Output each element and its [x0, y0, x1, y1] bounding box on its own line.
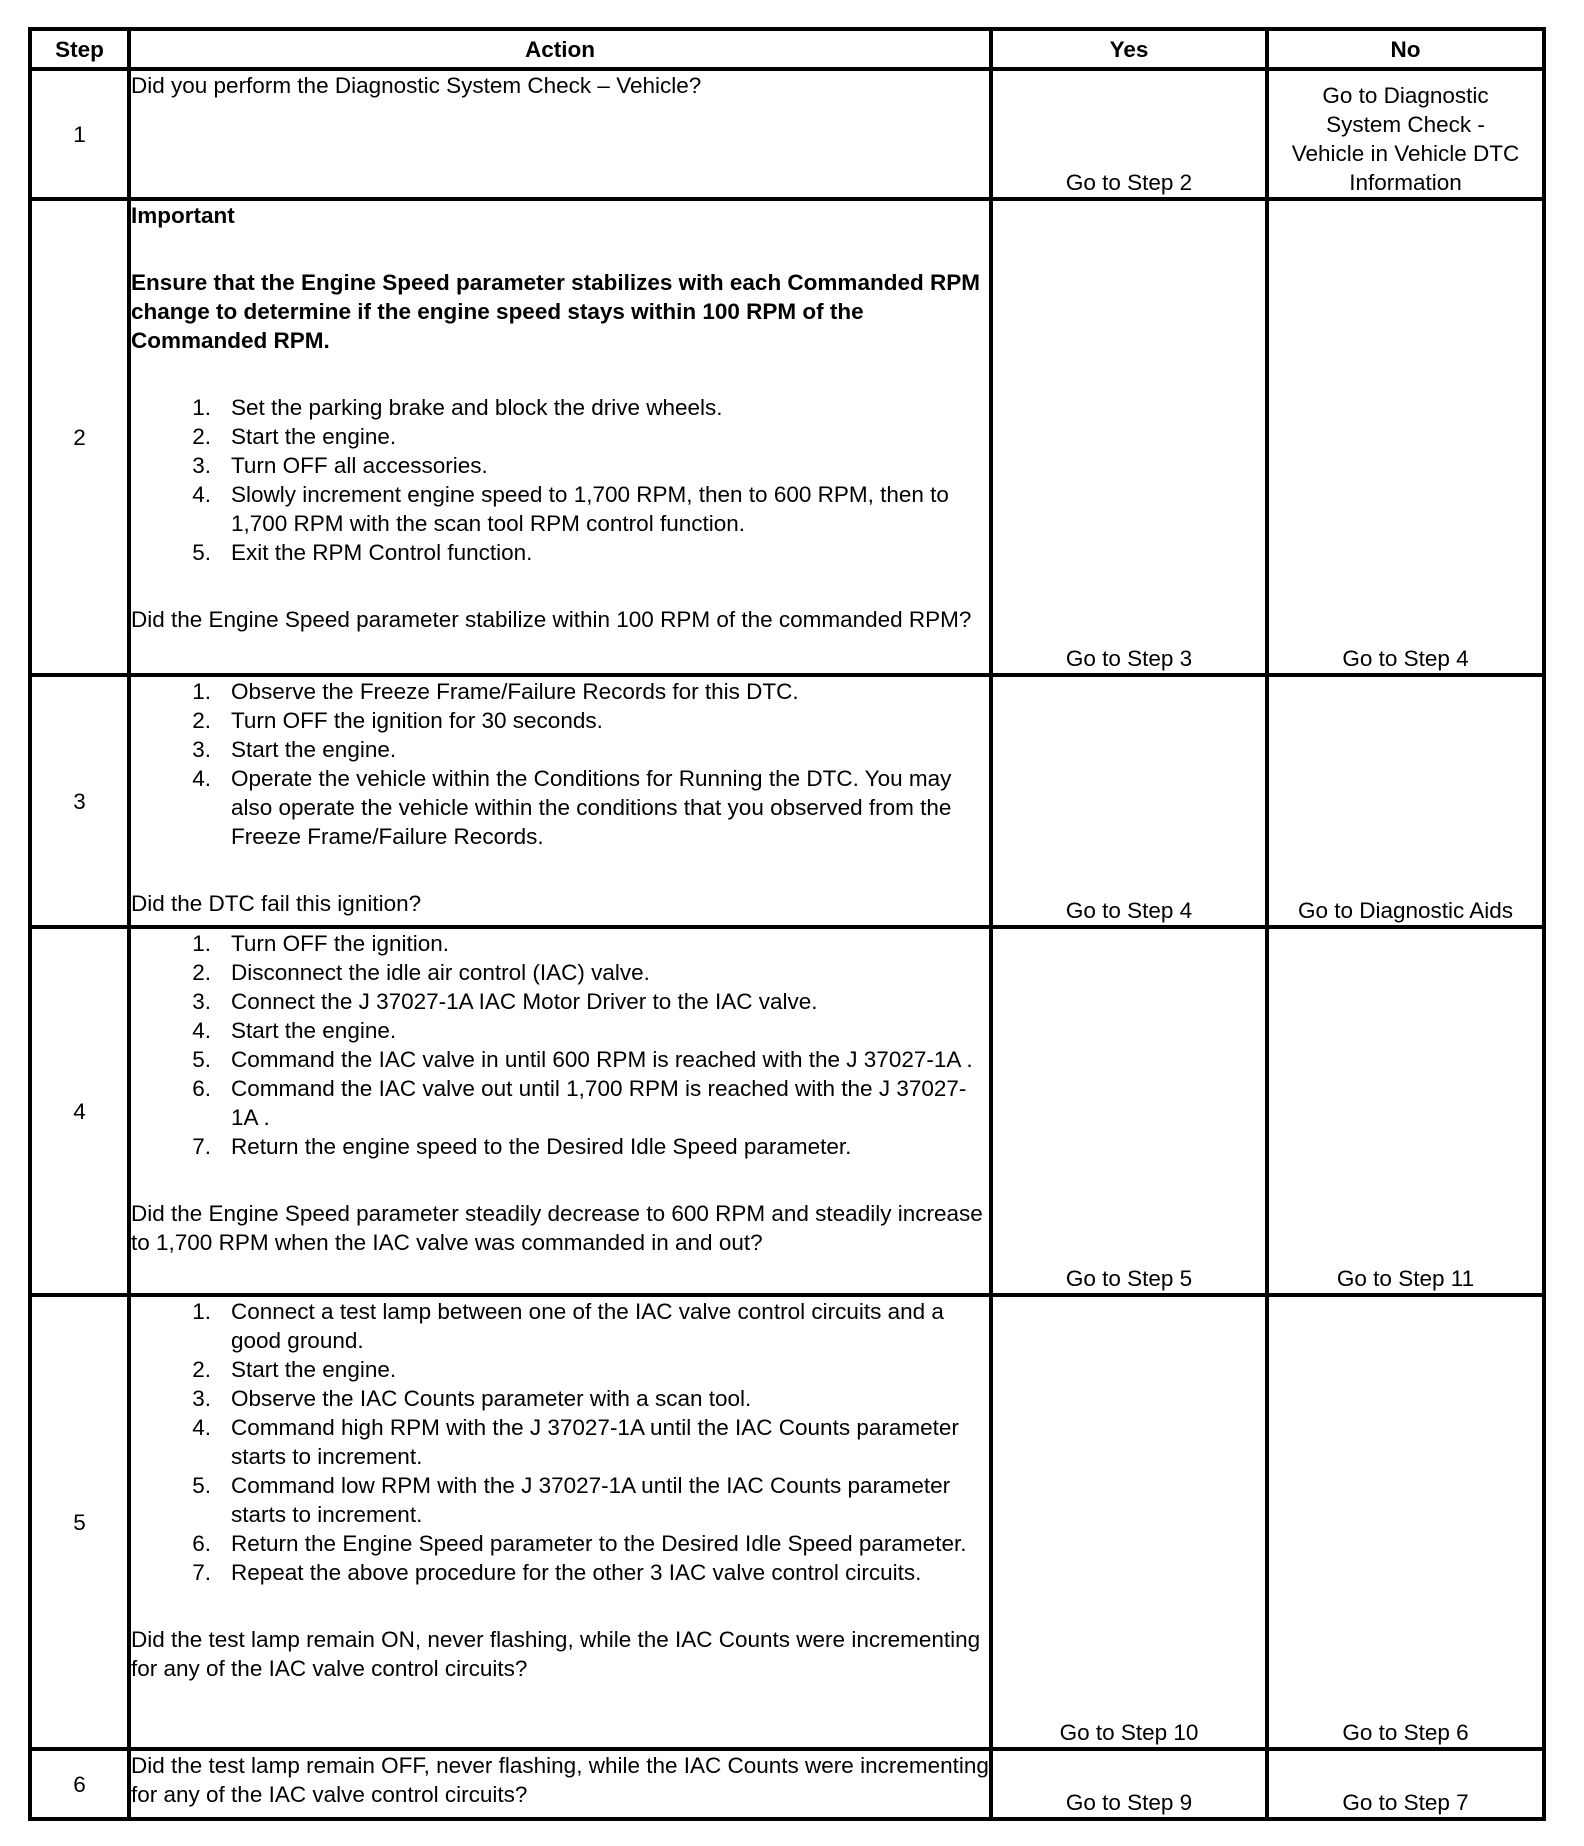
list-item: 6. Command the IAC valve out until 1,700 RPM is reached with the J 37027-1A .	[192, 1076, 967, 1130]
no-cell	[1267, 199, 1544, 675]
yes-cell	[991, 927, 1267, 1295]
step-number: 3	[30, 675, 129, 927]
list-item: 1. Connect a test lamp between one of the IAC valve control circuits and a good ground.	[192, 1299, 944, 1353]
question-text: Did the Engine Speed parameter stabilize within 100 RPM of the commanded RPM?	[131, 607, 972, 632]
list-item: 4. Command high RPM with the J 37027-1A until the IAC Counts parameter starts to increment.	[192, 1415, 959, 1469]
question-text: Did the test lamp remain OFF, never flashing, while the IAC Counts were incrementing for any of the IAC valve control circuits?	[131, 1753, 989, 1807]
no-cell	[1267, 1295, 1544, 1749]
no-result-line: Vehicle in Vehicle DTC	[1291, 141, 1520, 166]
list-item: 2. Turn OFF the ignition for 30 seconds.	[192, 708, 603, 733]
yes-cell	[991, 69, 1267, 199]
yes-result: Go to Step 5	[1065, 1266, 1193, 1291]
important-text: Ensure that the Engine Speed parameter stabilizes with each Commanded RPM change to determine if the engine speed stays within 100 RPM of the Commanded RPM.	[131, 270, 980, 353]
no-result-line: Go to Diagnostic	[1322, 83, 1489, 108]
question-text: Did you perform the Diagnostic System Check – Vehicle?	[131, 73, 702, 98]
no-result-line: Information	[1349, 170, 1462, 195]
table-row	[30, 675, 1544, 927]
no-result: Go to Step 4	[1342, 646, 1469, 671]
list-item: 7. Repeat the above procedure for the other 3 IAC valve control circuits.	[192, 1560, 922, 1585]
list-item: 1. Observe the Freeze Frame/Failure Records for this DTC.	[192, 679, 799, 704]
question-text: Did the test lamp remain ON, never flashing, while the IAC Counts were incrementing for any of the IAC valve control circuits?	[131, 1627, 981, 1681]
question-text: Did the Engine Speed parameter steadily decrease to 600 RPM and steadily increase to 1,700 RPM when the IAC valve was commanded in and out?	[131, 1201, 983, 1255]
list-item: 2. Start the engine.	[192, 424, 397, 449]
list-item: 4. Operate the vehicle within the Conditions for Running the DTC. You may also operate the vehicle within the conditions that you observed from the Freeze Frame/Failure Records.	[192, 766, 952, 849]
action-cell	[129, 1749, 991, 1819]
step-number: 2	[30, 199, 129, 675]
no-cell	[1267, 675, 1544, 927]
no-cell	[1267, 927, 1544, 1295]
list-item: 3. Observe the IAC Counts parameter with a scan tool.	[192, 1386, 752, 1411]
list-item: 4. Start the engine.	[192, 1018, 397, 1043]
yes-result: Go to Step 9	[1065, 1790, 1193, 1815]
list-item: 4. Slowly increment engine speed to 1,700 RPM, then to 600 RPM, then to 1,700 RPM with the scan tool RPM control function.	[192, 482, 949, 536]
table-row	[30, 1749, 1544, 1819]
step-list	[131, 1297, 989, 1587]
action-cell	[129, 199, 991, 675]
action-cell	[129, 927, 991, 1295]
list-item: 7. Return the engine speed to the Desired Idle Speed parameter.	[192, 1134, 852, 1159]
header-no: No	[1267, 29, 1544, 69]
header-step: Step	[30, 29, 129, 69]
step-number: 1	[30, 69, 129, 199]
yes-cell	[991, 199, 1267, 675]
step-list	[131, 393, 989, 567]
yes-cell	[991, 1295, 1267, 1749]
yes-result: Go to Step 2	[1065, 170, 1193, 195]
list-item: 3. Turn OFF all accessories.	[192, 453, 488, 478]
list-item: 2. Disconnect the idle air control (IAC) valve.	[192, 960, 650, 985]
header-action: Action	[129, 29, 991, 69]
table-row	[30, 69, 1544, 199]
step-number: 6	[30, 1749, 129, 1819]
list-item: 1. Turn OFF the ignition.	[192, 931, 450, 956]
important-title: Important	[131, 203, 235, 228]
action-cell	[129, 1295, 991, 1749]
action-cell	[129, 69, 991, 199]
yes-result: Go to Step 3	[1065, 646, 1193, 671]
no-cell	[1267, 1749, 1544, 1819]
table-row	[30, 927, 1544, 1295]
list-item: 5. Exit the RPM Control function.	[192, 540, 533, 565]
no-result-line: System Check -	[1326, 112, 1485, 137]
list-item: 5. Command the IAC valve in until 600 RPM is reached with the J 37027-1A .	[192, 1047, 973, 1072]
list-item: 3. Start the engine.	[192, 737, 397, 762]
yes-cell	[991, 675, 1267, 927]
header-yes: Yes	[991, 29, 1267, 69]
yes-result: Go to Step 10	[1059, 1720, 1199, 1745]
step-list	[131, 929, 989, 1161]
list-item: 6. Return the Engine Speed parameter to the Desired Idle Speed parameter.	[192, 1531, 967, 1556]
list-item: 3. Connect the J 37027-1A IAC Motor Driver to the IAC valve.	[192, 989, 818, 1014]
no-result: Go to Step 6	[1342, 1720, 1469, 1745]
list-item: 2. Start the engine.	[192, 1357, 397, 1382]
step-number: 5	[30, 1295, 129, 1749]
no-result: Go to Step 11	[1336, 1266, 1475, 1291]
no-result: Go to Diagnostic Aids	[1297, 898, 1514, 923]
list-item: 5. Command low RPM with the J 37027-1A until the IAC Counts parameter starts to increment.	[192, 1473, 951, 1527]
header-row	[30, 29, 1544, 69]
no-result: Go to Step 7	[1342, 1790, 1469, 1815]
table-row	[30, 1295, 1544, 1749]
list-item: 1. Set the parking brake and block the drive wheels.	[192, 395, 723, 420]
table-row	[30, 199, 1544, 675]
yes-result: Go to Step 4	[1065, 898, 1193, 923]
no-cell	[1267, 69, 1544, 199]
yes-cell	[991, 1749, 1267, 1819]
action-cell	[129, 675, 991, 927]
step-number: 4	[30, 927, 129, 1295]
diagnostic-table	[28, 27, 1546, 1821]
step-list	[131, 677, 989, 851]
question-text: Did the DTC fail this ignition?	[131, 891, 422, 916]
